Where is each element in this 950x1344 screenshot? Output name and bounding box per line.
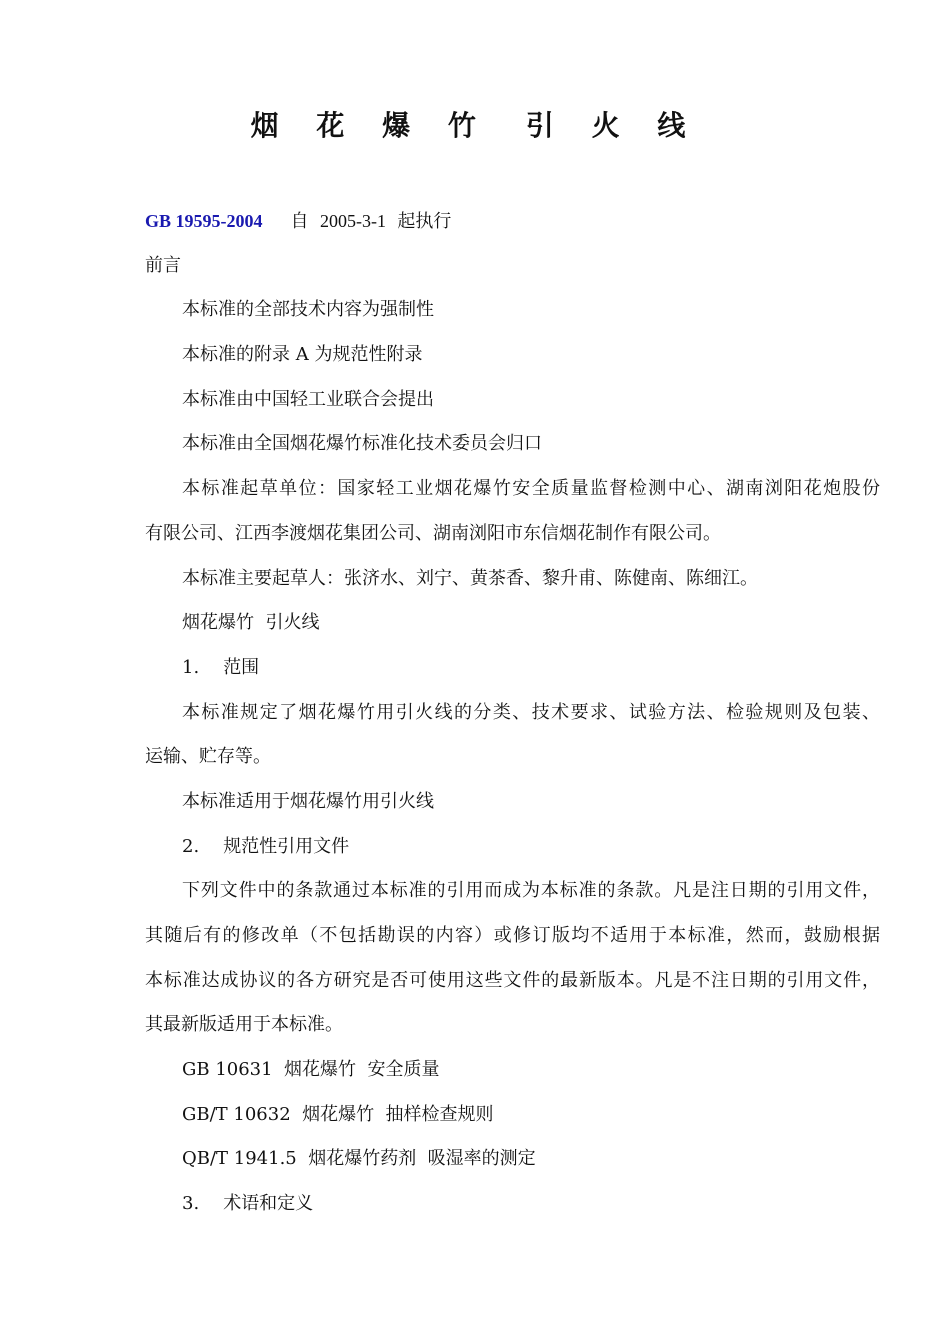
scope-para1-line1: 本标准规定了烟花爆竹用引火线的分类、技术要求、试验方法、检验规则及包装、 xyxy=(182,701,880,723)
section-2-number: 2. xyxy=(182,835,200,857)
foreword-line: 本标准由全国烟花爆竹标准化技术委员会归口 xyxy=(182,433,542,455)
references-para-line3: 本标准达成协议的各方研究是否可使用这些文件的最新版本。凡是不注日期的引用文件， xyxy=(145,969,880,991)
foreword-line: 本标准由中国轻工业联合会提出 xyxy=(182,388,434,410)
references-para-line4: 其最新版适用于本标准。 xyxy=(145,1014,343,1036)
reference-item: GB 10631 烟花爆竹 安全质量 xyxy=(182,1059,440,1081)
standard-code: GB 19595-2004 xyxy=(145,211,263,231)
drafting-units-line2: 有限公司、江西李渡烟花集团公司、湖南浏阳市东信烟花制作有限公司。 xyxy=(145,522,721,544)
references-para-line2: 其随后有的修改单（不包括勘误的内容）或修订版均不适用于本标准，然而，鼓励根据 xyxy=(145,925,880,946)
document-body xyxy=(145,199,880,1227)
subtitle: 烟花爆竹 引火线 xyxy=(182,612,320,634)
section-1-number: 1. xyxy=(182,656,200,678)
section-2-title: 规范性引用文件 xyxy=(223,835,350,857)
foreword-heading: 前言 xyxy=(145,254,181,276)
drafting-units-line1: 本标准起草单位：国家轻工业烟花爆竹安全质量监督检测中心、湖南浏阳花炮股份 xyxy=(182,478,880,500)
foreword-line: 本标准的全部技术内容为强制性 xyxy=(182,299,434,321)
foreword-line: 本标准的附录 A 为规范性附录 xyxy=(182,344,423,366)
effective-suffix: 起执行 xyxy=(397,211,452,232)
drafters-line: 本标准主要起草人：张济水、刘宁、黄茶香、黎升甫、陈健南、陈细江。 xyxy=(182,567,758,589)
scope-para1-line2: 运输、贮存等。 xyxy=(145,746,271,768)
effective-date: 2005-3-1 xyxy=(319,211,386,231)
effective-prefix: 自 xyxy=(290,211,309,232)
section-1-title: 范围 xyxy=(223,656,260,678)
title-part-fuse: 引 火 线 xyxy=(525,109,700,142)
section-3-heading xyxy=(145,1182,880,1227)
scope-para2: 本标准适用于烟花爆竹用引火线 xyxy=(182,790,434,812)
reference-item: QB/T 1941.5 烟花爆竹药剂 吸湿率的测定 xyxy=(182,1148,536,1170)
document-title xyxy=(0,104,950,148)
section-3-title: 术语和定义 xyxy=(223,1193,314,1215)
title-part-fireworks: 烟 花 爆 竹 xyxy=(250,109,490,142)
standard-info-line xyxy=(145,199,880,244)
references-para-line1: 下列文件中的条款通过本标准的引用而成为本标准的条款。凡是注日期的引用文件， xyxy=(182,880,880,902)
section-3-number: 3. xyxy=(182,1193,200,1215)
section-1-heading xyxy=(145,646,880,691)
section-2-heading xyxy=(145,825,880,870)
reference-item: GB/T 10632 烟花爆竹 抽样检查规则 xyxy=(182,1103,494,1125)
